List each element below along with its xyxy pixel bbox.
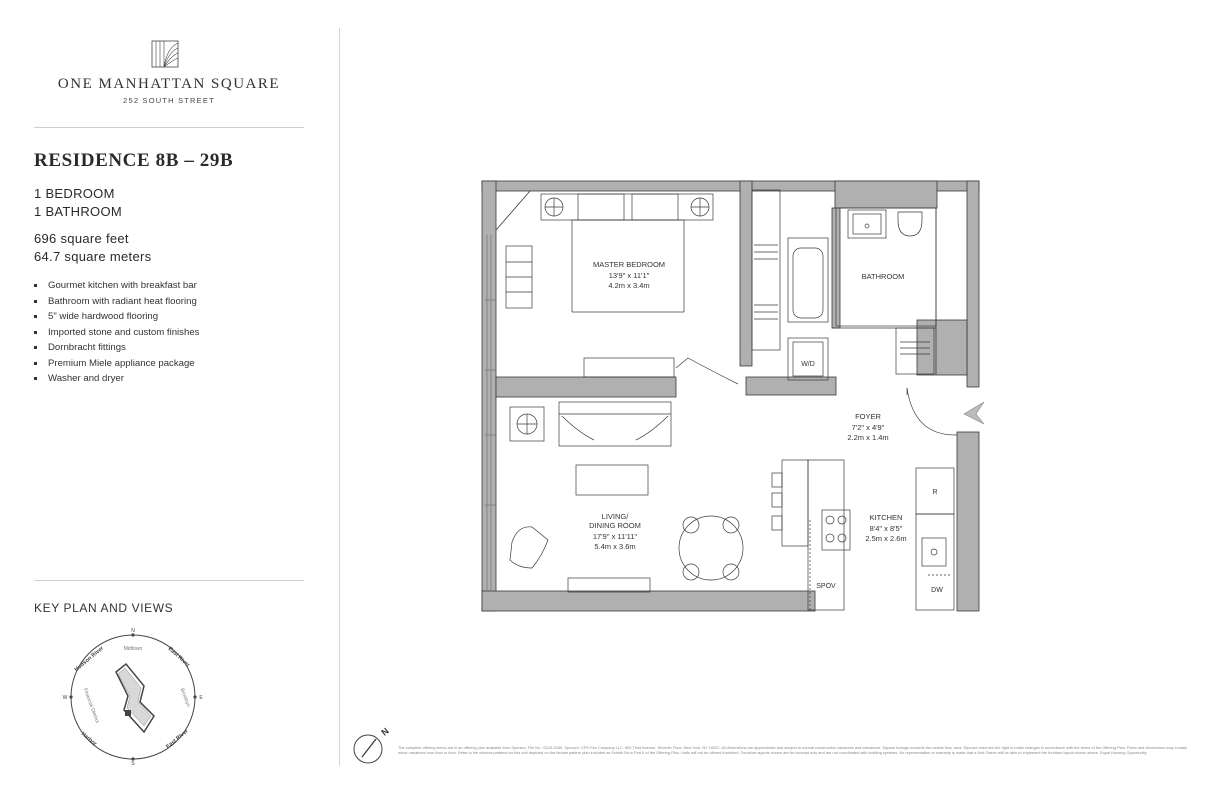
room-master-dim-imperial: 13'9" x 11'1" bbox=[608, 271, 650, 280]
room-master-name: MASTER BEDROOM bbox=[592, 260, 666, 269]
feature-item: Gourmet kitchen with breakfast bar bbox=[34, 278, 199, 294]
keyplan-midtown: Midtown bbox=[123, 646, 143, 652]
north-letter: N bbox=[379, 725, 391, 738]
residence-title: RESIDENCE 8B – 29B bbox=[34, 150, 234, 171]
keyplan-s: S bbox=[131, 761, 135, 766]
keyplan-e: E bbox=[199, 695, 203, 701]
label-r: R bbox=[932, 489, 938, 496]
room-bath-name: BATHROOM bbox=[861, 272, 905, 281]
panel-divider bbox=[339, 28, 340, 766]
room-living-name-2: DINING ROOM bbox=[589, 521, 641, 530]
room-foyer-name: FOYER bbox=[855, 412, 881, 421]
keyplan-financial: Financial District bbox=[81, 687, 101, 724]
room-living-dim-imperial: 17'9" x 11'11" bbox=[592, 532, 638, 541]
feature-item: Imported stone and custom finishes bbox=[34, 325, 199, 341]
brand-name: ONE MANHATTAN SQUARE bbox=[57, 76, 281, 92]
keyplan-brooklyn: Brooklyn bbox=[178, 687, 192, 708]
keyplan-hudson: Hudson River bbox=[73, 645, 105, 674]
keyplan-n: N bbox=[131, 628, 135, 634]
bedroom-count: 1 BEDROOM bbox=[34, 186, 115, 201]
brand-logo-icon bbox=[151, 40, 179, 68]
entry-arrow-icon bbox=[964, 402, 984, 424]
brand-address: 252 SOUTH STREET bbox=[123, 96, 215, 105]
legal-disclaimer: The complete offering terms are in an offering plan available from Sponsor. File No. CD15-0185. Sponsor: CPS Fee Company LLC, 800 Third Avenue, Seventh Floor, New York, NY 10022. All dimensions are approximate and subject to normal construction variances and tolerances. Square footage exceeds the usable floor area. Sponsor reserves the right to make changes in accordance with the terms of the Offering Plan. Plans and dimensions may contain minor variations from floor to floor. Refer to the window patterns for this unit depicted on the facade pattern plan included as Exhibit 5A in Part II of the Offering Plan. Units will not be offered furnished. Furniture layouts shown are for concept only and are not coordinated with building systems. No representation or warranty is made that a Unit Owner will be able to implement the furniture layout shown above. Equal Housing Opportunity. bbox=[398, 745, 1188, 756]
label-dw: DW bbox=[931, 587, 943, 594]
divider bbox=[34, 127, 304, 128]
feature-item: Bathroom with radiant heat flooring bbox=[34, 294, 199, 310]
floor-plan bbox=[470, 170, 990, 620]
keyplan-w: W bbox=[62, 695, 68, 701]
keyplan-title: KEY PLAN AND VIEWS bbox=[34, 601, 174, 615]
label-spov: SPOV bbox=[816, 583, 836, 590]
info-panel bbox=[0, 0, 340, 792]
label-wd: W/D bbox=[801, 361, 815, 368]
keyplan-harbor: Harbor bbox=[79, 731, 98, 748]
room-living-name: LIVING/ bbox=[601, 512, 629, 521]
room-kitchen-name: KITCHEN bbox=[869, 513, 903, 522]
room-foyer-dim-metric: 2.2m x 1.4m bbox=[847, 433, 889, 442]
room-kitchen-dim-imperial: 8'4" x 8'5" bbox=[869, 524, 903, 533]
feature-item: 5" wide hardwood flooring bbox=[34, 309, 199, 325]
area-square-meters: 64.7 square meters bbox=[34, 249, 152, 264]
key-plan-compass bbox=[58, 628, 208, 766]
feature-list bbox=[34, 278, 199, 387]
feature-item: Washer and dryer bbox=[34, 371, 199, 387]
room-foyer-dim-imperial: 7'2" x 4'9" bbox=[851, 423, 885, 432]
north-arrow-icon bbox=[350, 720, 400, 770]
area-square-feet: 696 square feet bbox=[34, 231, 129, 246]
keyplan-east-river-top: East River bbox=[166, 646, 191, 669]
bathroom-count: 1 BATHROOM bbox=[34, 204, 122, 219]
room-master-dim-metric: 4.2m x 3.4m bbox=[608, 281, 650, 290]
keyplan-east-river-bottom: East River bbox=[165, 728, 190, 751]
room-kitchen-dim-metric: 2.5m x 2.6m bbox=[865, 534, 907, 543]
divider bbox=[34, 580, 304, 581]
feature-item: Dornbracht fittings bbox=[34, 340, 199, 356]
feature-item: Premium Miele appliance package bbox=[34, 356, 199, 372]
room-living-dim-metric: 5.4m x 3.6m bbox=[594, 542, 636, 551]
